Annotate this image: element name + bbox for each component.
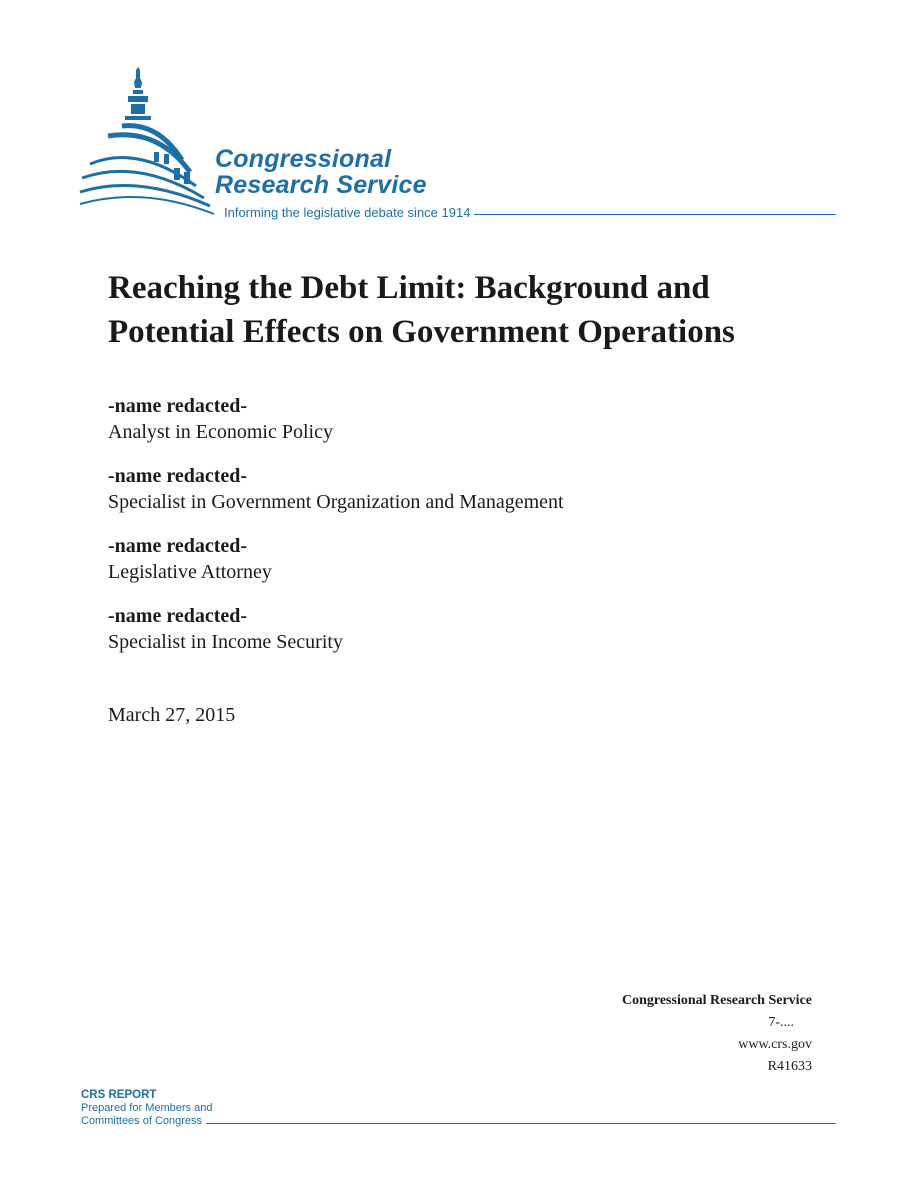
footer-row xyxy=(81,1115,836,1128)
logo-tagline-row xyxy=(224,202,836,222)
author-name: -name redacted- xyxy=(108,465,248,487)
publisher-phone: 7-.... xyxy=(768,1015,794,1030)
author-entry xyxy=(108,533,828,585)
publisher-website[interactable]: www.crs.gov xyxy=(738,1037,812,1052)
author-entry xyxy=(108,393,828,445)
crs-logo xyxy=(78,64,838,224)
footer-divider xyxy=(206,1123,836,1124)
footer xyxy=(81,1088,836,1128)
report-date: March 27, 2015 xyxy=(108,704,236,726)
author-role: Analyst in Economic Policy xyxy=(108,421,333,443)
author-list xyxy=(108,393,828,673)
logo-name-line1: Congressional xyxy=(215,145,392,173)
author-role: Legislative Attorney xyxy=(108,561,272,583)
publisher-block xyxy=(622,990,812,1078)
logo-wordmark xyxy=(215,146,427,198)
logo-name-line2: Research Service xyxy=(215,171,427,199)
footer-line2: Committees of Congress xyxy=(81,1115,203,1127)
author-name: -name redacted- xyxy=(108,535,248,557)
publisher-name: Congressional Research Service xyxy=(621,993,812,1008)
footer-line1: Prepared for Members and xyxy=(81,1102,213,1114)
footer-report-label: CRS REPORT xyxy=(81,1089,157,1101)
author-role: Specialist in Government Organization and Management xyxy=(108,491,564,513)
capitol-dome-icon xyxy=(78,64,228,219)
logo-tagline: Informing the legislative debate since 1914 xyxy=(224,204,471,220)
author-entry xyxy=(108,603,828,655)
author-name: -name redacted- xyxy=(108,605,248,627)
author-role: Specialist in Income Security xyxy=(108,631,343,653)
author-entry xyxy=(108,463,828,515)
report-number: R41633 xyxy=(767,1059,812,1074)
logo-divider xyxy=(474,214,836,215)
author-name: -name redacted- xyxy=(108,395,248,417)
report-title: Reaching the Debt Limit: Background and Potential Effects on Government Operations xyxy=(108,270,735,350)
